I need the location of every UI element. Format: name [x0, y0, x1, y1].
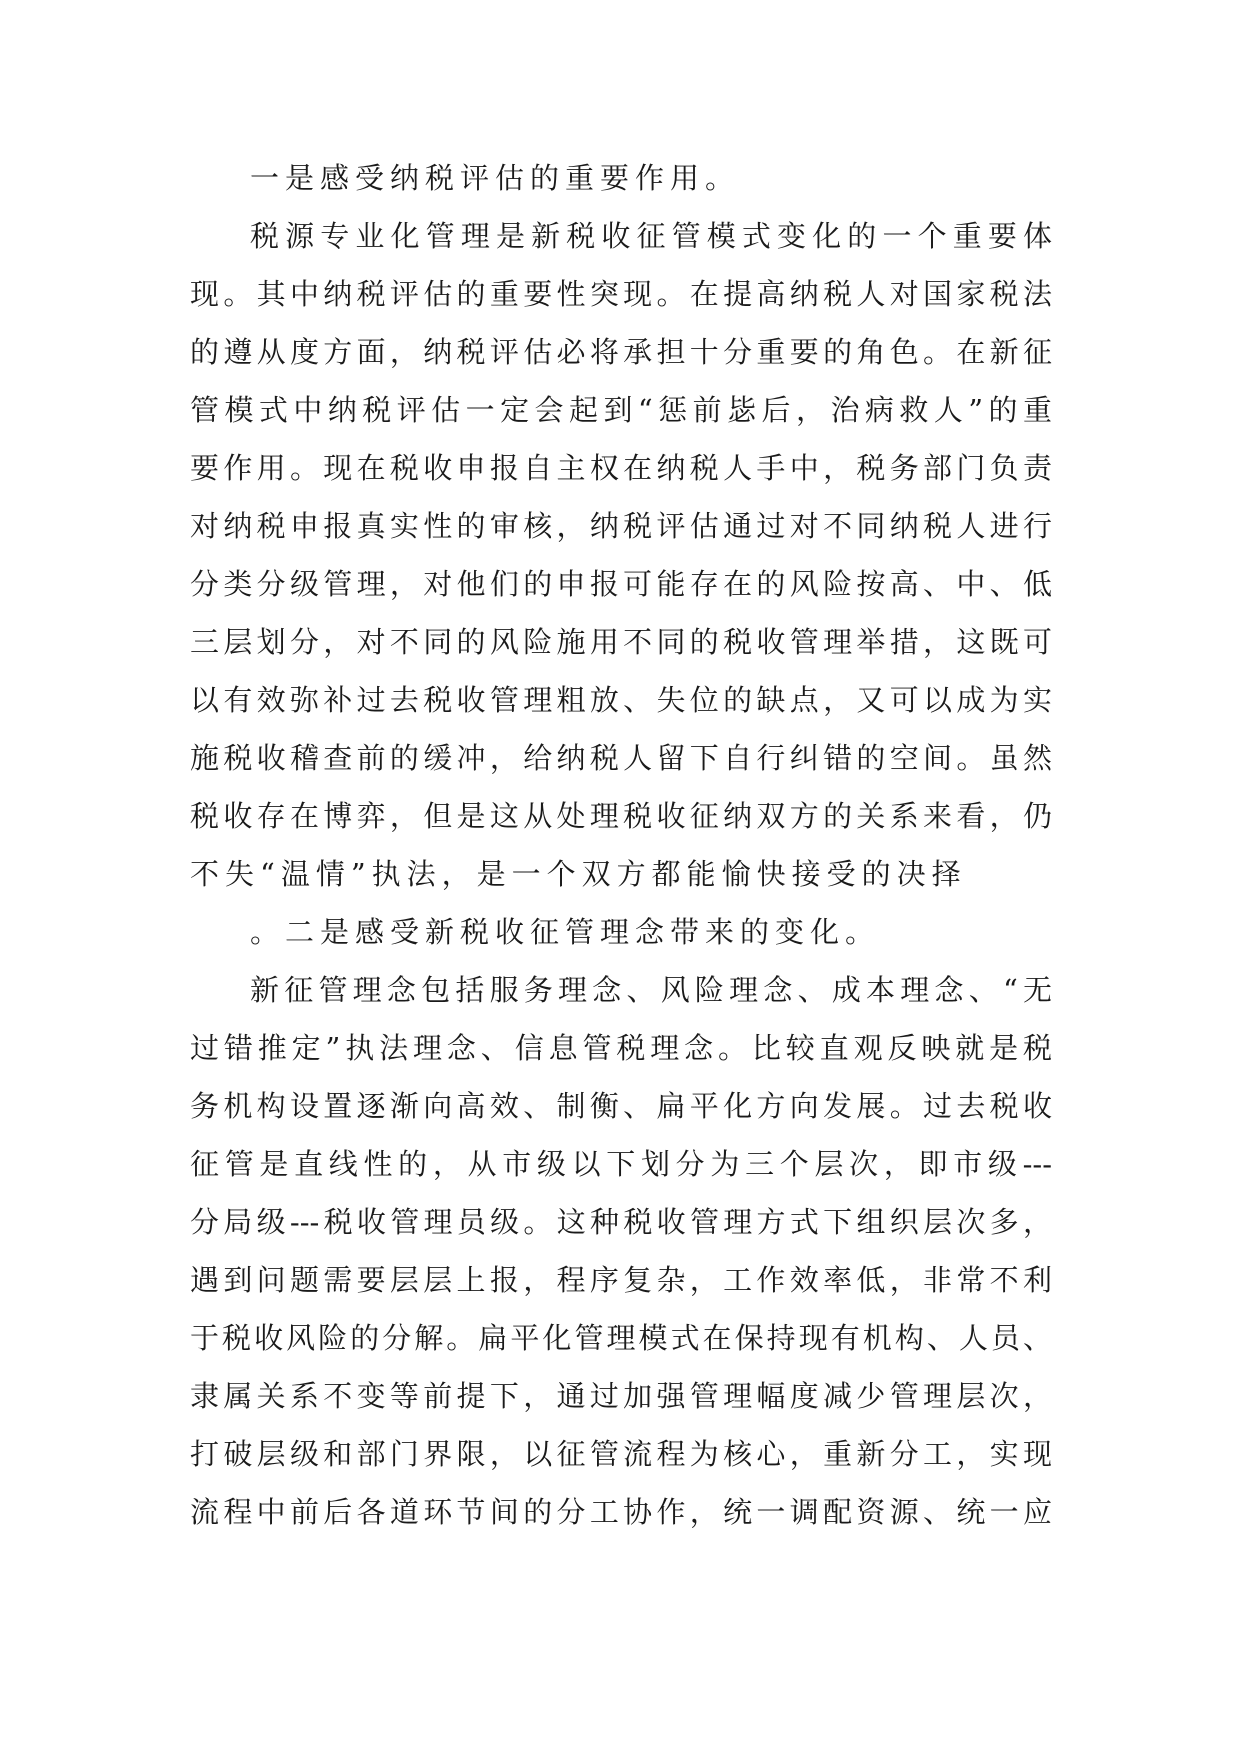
paragraph-line: 三层划分，对不同的风险施用不同的税收管理举措，这既可	[190, 625, 1052, 659]
paragraph-line: 务机构设置逐渐向高效、制衡、扁平化方向发展。过去税收	[190, 1089, 1052, 1123]
paragraph-line: 不失“温情”执法，是一个双方都能愉快接受的决择	[190, 857, 967, 891]
paragraph-line: 过错推定”执法理念、信息管税理念。比较直观反映就是税	[190, 1031, 1052, 1065]
paragraph-line: 现。其中纳税评估的重要性突现。在提高纳税人对国家税法	[190, 277, 1052, 311]
section-heading-1: 一是感受纳税评估的重要作用。	[250, 161, 741, 195]
paragraph-line: 遇到问题需要层层上报，程序复杂，工作效率低，非常不利	[190, 1263, 1052, 1297]
paragraph-line: 新征管理念包括服务理念、风险理念、成本理念、“无	[250, 973, 1052, 1007]
paragraph-line: 以有效弥补过去税收管理粗放、失位的缺点，又可以成为实	[190, 683, 1052, 717]
section-heading-2: 。二是感受新税收征管理念带来的变化。	[250, 915, 881, 949]
paragraph-line: 隶属关系不变等前提下，通过加强管理幅度减少管理层次，	[190, 1379, 1052, 1413]
paragraph-line: 征管是直线性的，从市级以下划分为三个层次，即市级---	[190, 1147, 1052, 1181]
paragraph-line: 管模式中纳税评估一定会起到“惩前毖后，治病救人”的重	[190, 393, 1052, 427]
paragraph-line: 分类分级管理，对他们的申报可能存在的风险按高、中、低	[190, 567, 1052, 601]
paragraph-line: 要作用。现在税收申报自主权在纳税人手中，税务部门负责	[190, 451, 1052, 485]
paragraph-line: 的遵从度方面，纳税评估必将承担十分重要的角色。在新征	[190, 335, 1052, 369]
paragraph-line: 对纳税申报真实性的审核，纳税评估通过对不同纳税人进行	[190, 509, 1052, 543]
paragraph-line: 税源专业化管理是新税收征管模式变化的一个重要体	[250, 219, 1052, 253]
paragraph-line: 于税收风险的分解。扁平化管理模式在保持现有机构、人员、	[190, 1321, 1052, 1355]
paragraph-line: 流程中前后各道环节间的分工协作，统一调配资源、统一应	[190, 1495, 1052, 1529]
paragraph-line: 打破层级和部门界限，以征管流程为核心，重新分工，实现	[190, 1437, 1052, 1471]
paragraph-line: 施税收稽查前的缓冲，给纳税人留下自行纠错的空间。虽然	[190, 741, 1052, 775]
paragraph-line: 分局级---税收管理员级。这种税收管理方式下组织层次多，	[190, 1205, 1052, 1239]
paragraph-line: 税收存在博弈，但是这从处理税收征纳双方的关系来看，仍	[190, 799, 1052, 833]
